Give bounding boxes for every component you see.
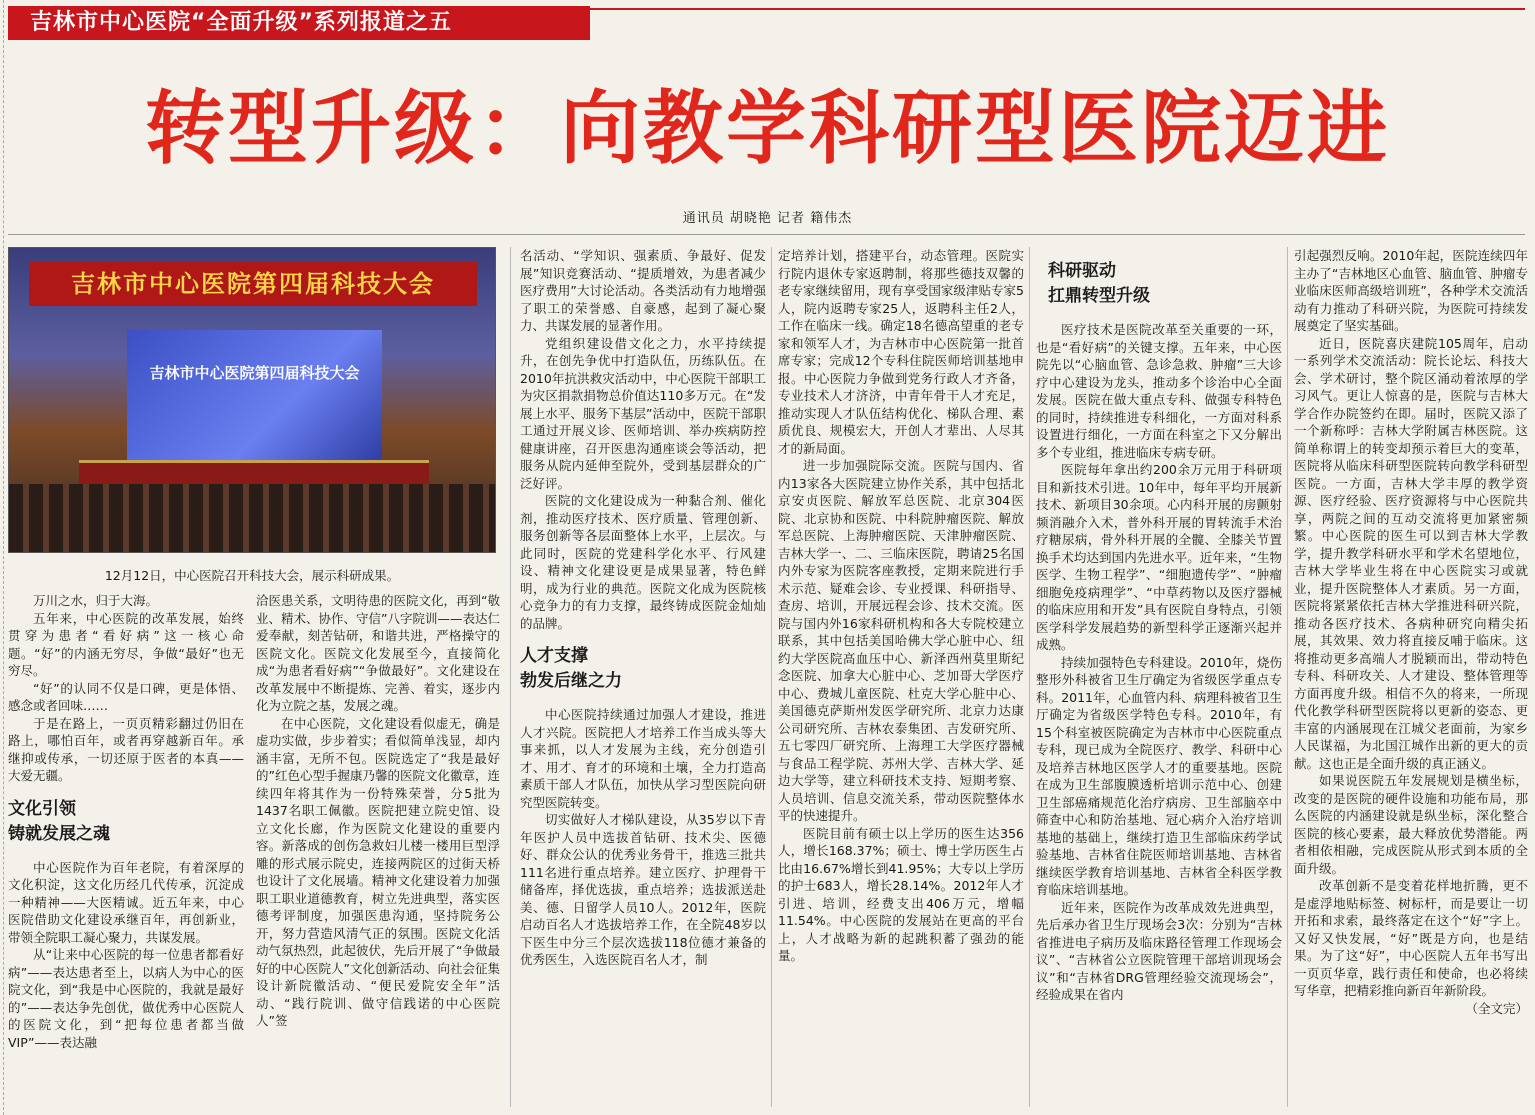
photo-screen: 吉林市中心医院第四届科技大会	[127, 330, 382, 470]
section-subhead	[520, 644, 766, 694]
paragraph: 改革创新不是变着花样地折腾，更不是虚浮地贴标签、树标杆，而是要让一切开拓和求索，最终落定在这个“好”字上。又好又快发展，“好”既是方向，也是结果。为了这“好”，中心医院人五年书写出一页页华章，践行责任和使命，也必将续写华章，把精彩推向新百年新阶段。	[1294, 878, 1528, 998]
paragraph: 于是在路上，一页页精彩翻过仍旧在路上，哪怕百年，或者再穿越新百年。承继抑或传承，一切还原于医者的本真——大爱无疆。	[8, 715, 244, 783]
paragraph: 洽医患关系，文明待患的医院文化，再到“敬业、精术、协作、守信”八字院训——表达仁爱奉献，刻苦钻研，和谐共进，严格操守的医院文化。医院文化发展至今，直接简化成“为患者看好病”“争做最好”。文化建设在改革发展中不断提炼、完善、着实，逐步内化为立院之基，发展之魂。	[256, 593, 500, 713]
paragraph: 近年来，医院作为改革成效先进典型，先后承办省卫生厅现场会3次：分别为“吉林省推进电子病历及临床路径管理工作现场会议”、“吉林省公立医院管理干部培训现场会议”和“吉林省DRG管理经验交流现场会”，经验成果在省内	[1036, 899, 1282, 1002]
paragraph: 名活动、“学知识、强素质、争最好、促发展”知识竞赛活动、“提质增效，为患者减少医疗费用”大讨论活动。各类活动有力地增强了职工的荣誉感、自豪感，起到了凝心聚力、共谋发展的显著作用。	[520, 248, 766, 333]
subhead-line: 文化引领	[8, 798, 76, 819]
paragraph: 中心医院作为百年老院，有着深厚的文化积淀，这文化历经几代传承，沉淀成一种精神——大医精诚。近五年来，中心医院借助文化建设承继百年，再创新业，带领全院职工凝心聚力，共谋发展。	[8, 859, 244, 945]
paragraph: 医院每年拿出约200余万元用于科研项目和新技术引进。10年中，每年平均开展新技术、新项目30余项。心内科开展的房颤射频消融介入术，普外科开展的胃转流手术治疗糖尿病，骨外科开展的全髋、全膝关节置换手术均达到国内先进水平。近年来，“生物医学、生物工程学”、“细胞遗传学”、“肿瘤细胞免疫病理学”、“中草药物以及医疗器械的临床应用和开发”具有医院自身特点，引领医学科学发展趋势的新型科学正逐渐兴起并成熟。	[1036, 462, 1282, 652]
paragraph: 在中心医院，文化建设看似虚无，确是虚功实做，步步着实；看似简单浅显，却内涵丰富，无所不包。医院选定了“我是最好的”红色心型手握康乃馨的医院文化徽章，连续四年将其作为一份特殊荣誉，分5批为1437名职工佩徽。医院把建立院史馆、设立文化长廊，作为医院文化建设的重要内容。新落成的创伤急救妇儿楼一楼用巨型浮雕的形式展示院史，连接两院区的过街天桥也设计了文化展墙。精神文化建设着力加强职工职业道德教育，树立先进典型，落实医德考评制度，加强医患沟通，坚持院务公开，努力营造风清气正的氛围。医院文化活动气氛热烈，此起彼伏，先后开展了“争做最好的中心医院人”文化创新活动、向社会征集设计新院徽活动、“便民爱院安全年”活动、“践行院训、做守信践诺的中心医院人”签	[256, 715, 500, 1028]
subhead-line: 勃发后继之力	[520, 671, 622, 691]
paragraph: 引起强烈反响。2010年起，医院连续四年主办了“吉林地区心血管、脑血管、肿瘤专业临床医师高级培训班”，各种学术交流活动有力推动了科研兴院，为医院可持续发展奠定了坚实基础。	[1294, 248, 1528, 333]
paragraph: 党组织建设借文化之力，水平持续提升，在创先争优中打造队伍，历练队伍。在2010年抗洪救灾活动中，中心医院干部职工为灾区捐款捐物总价值达110多万元。在“发展上水平、服务下基层”活动中，医院干部职工通过开展义诊、医师培训、举办疾病防控健康讲座，召开医患沟通座谈会等活动，把服务从院内延伸至院外，受到基层群众的广泛好评。	[520, 335, 766, 491]
paragraph: “好”的认同不仅是口碑，更是体悟、感念或者回味……	[8, 680, 244, 713]
article-column-1	[8, 592, 244, 1107]
subhead-line: 人才支撑	[520, 646, 588, 666]
paragraph: 定培养计划，搭建平台，动态管理。医院实行院内退休专家返聘制，将那些德技双馨的老专家继续留用，现有享受国家级津贴专家5人，院内返聘专家25人，返聘科主任2人，工作在临床一线。确定18名德高望重的老专家和领军人才，为吉林市中心医院第一批首席专家；完成12个专科住院医师培训基地申报。中心医院力争做到党务行政人才齐备，专业技术人才济济，中青年骨干人才充足，推动实现人才队伍结构优化、梯队合理、素质优良、规模宏大，开创人才辈出、人尽其才的新局面。	[778, 248, 1024, 456]
section-subhead	[1048, 259, 1282, 309]
subhead-line: 铸就发展之魂	[8, 823, 110, 844]
paragraph: 五年来，中心医院的改革发展，始终贯穿为患者“看好病”这一核心命题。“好”的内涵无穷尽，争做“最好”也无穷尽。	[8, 610, 244, 678]
byline: 通讯员 胡晓艳 记者 籍伟杰	[682, 211, 853, 226]
paragraph: 如果说医院五年发展规划是横坐标，改变的是医院的硬件设施和功能布局，那么医院的内涵建设就是纵坐标，深化整合医院的核心要素，最大释放优势潜能。两者相依相融，完成医院从形式到本质的全面升级。	[1294, 773, 1528, 876]
divider-rule	[8, 234, 1525, 235]
article-column-2	[256, 592, 500, 1107]
column-rule	[1029, 247, 1030, 1107]
column-rule	[771, 247, 772, 1107]
photo-audience	[9, 484, 496, 553]
article-column-5	[1036, 247, 1282, 1107]
column-rule	[1287, 247, 1288, 1107]
paragraph: 医院目前有硕士以上学历的医生达356人，增长168.37%；硕士、博士学历医生占比由16.67%增长到41.95%；大专以上学历的护士683人，增长28.14%。2012年人才引进、培训，经费支出406万元，增幅11.54%。中心医院的发展站在更高的平台上，人才战略为新的起跳积蓄了强劲的能量。	[778, 825, 1024, 963]
series-title: 吉林市中心医院“全面升级”系列报道之五	[8, 6, 590, 40]
photo-caption: 12月12日，中心医院召开科技大会，展示科研成果。	[104, 568, 400, 583]
subhead-line: 扛鼎转型升级	[1048, 286, 1150, 306]
paragraph: 医院的文化建设成为一种黏合剂、催化剂，推动医疗技术、医疗质量、管理创新、服务创新等各层面整体上水平，上层次。与此同时，医院的党建科学化水平、行风建设、精神文化建设更是成果显著，特色鲜明，成为行业的典范。医院文化成为医院核心竞争力的有力支撑，最终铸成医院金灿灿的品牌。	[520, 493, 766, 631]
photo-stage	[79, 460, 429, 484]
section-subhead	[8, 797, 244, 847]
column-rule	[510, 247, 511, 1107]
paragraph: 从“让来中心医院的每一位患者都看好病”——表达患者至上，以病人为中心的医院文化，到“我是中心医院的，我就是最好的”——表达争先创优，做优秀中心医院人的医院文化，到“把每位患者都当做VIP”——表达融	[8, 947, 244, 1050]
headline: 转型升级：向教学科研型医院迈进	[145, 81, 1390, 175]
article-column-6	[1294, 247, 1528, 1107]
conference-photo	[8, 247, 496, 553]
subhead-line: 科研驱动	[1048, 261, 1116, 281]
paragraph: 切实做好人才梯队建设，从35岁以下青年医护人员中选拔首钻研、技术尖、医德好、群众公认的优秀业务骨干，推选三批共111名进行重点培养。建立医疗、护理骨干储备库，择优选拔，重点培养；选拔派送赴美、德、日留学人员10人。2012年，医院启动百名人才选拔培养工作，在全院48岁以下医生中分三个层次选拔118位德才兼备的优秀医生，入选医院百名人才，制	[520, 812, 766, 967]
article-column-4	[778, 247, 1024, 1107]
paragraph: 进一步加强院际交流。医院与国内、省内13家各大医院建立协作关系，其中包括北京安贞医院、解放军总医院、北京304医院、北京协和医院、中科院肿瘤医院、解放军总医院、上海肿瘤医院、天津肿瘤医院、吉林大学一、二、三临床医院，聘请25名国内外专家为医院客座教授，定期来院进行手术示范、疑难会诊、专业授课、科研指导、查房、培训，开展远程会诊、技术交流。医院与国内外16家科研机构和各大专院校建立联系，其中包括美国哈佛大学心脏中心、纽约大学医院高血压中心、新泽西州莫里斯纪念医院、加拿大心脏中心、芝加哥大学医疗中心、费城儿童医院、杜克大学心脏中心、美国德克萨斯州发医学研究所、北京力达康公司研究所、吉林农泰集团、吉发研究所、五七零四厂研究所、上海理工大学医疗器械与食品工程学院、苏州大学、吉林大学、延边大学等，建立科研技术支持、短期考察、人员培训、信息交流关系，带动医院整体水平的快速提升。	[778, 458, 1024, 823]
paragraph: 万川之水，归于大海。	[33, 593, 159, 608]
paragraph: 近日，医院喜庆建院105周年，启动一系列学术交流活动：院长论坛、科技大会、学术研讨，整个院区涌动着浓厚的学习风气。更让人惊喜的是，医院与吉林大学合作办院签约在即。届时，医院又添了一个新称呼：吉林大学附属吉林医院。这简单称谓上的转变却预示着巨大的变革，医院将从临床科研型医院转向教学科研型医院。一方面，吉林大学丰厚的教学资源、医疗经验、医疗资源将与中心医院共享，两院之间的互动交流将更加紧密频繁。中心医院的医生可以到吉林大学教学，提升教学科研水平和学术名望地位，吉林大学毕业生将在中心医院实习或就业，提升医院整体人才素质。另一方面，医院将紧紧依托吉林大学推进科研兴院，推动各医疗技术、各病种研究向精尖拓展，其效果、效力将直接反哺于临床。这将推动更多高端人才脱颖而出，带动特色专科、科研攻关、人才建设、整体管理等方面再度升级。相信不久的将来，一所现代化教学科研型医院将以更新的姿态、更丰富的内涵展现在江城父老面前，为家乡人民谋福，为北国江城作出新的更大的贡献。这也正是全面升级的真正涵义。	[1294, 335, 1528, 771]
article-column-3	[520, 247, 766, 1107]
paragraph: 持续加强特色专科建设。2010年，烧伤整形外科被省卫生厅确定为省级医学重点专科。2011年，心血管内科、病理科被省卫生厅确定为省级医学特色专科。2010年，有15个科室被医院确定为吉林市中心医院重点专科，现已成为全院医疗、教学、科研中心及培养吉林地区医学人才的重要基地。医院在成为卫生部腹膜透析培训示范中心、创建卫生部癌痛规范化治疗病房、卫生部脑卒中筛查中心和防治基地、冠心病介入治疗培训基地的基础上，继续打造卫生部临床药学试验基地、吉林省住院医师培训基地、吉林省继续医学教育培训基地、吉林省全科医学教育临床培训基地。	[1036, 654, 1282, 897]
end-note: （全文完）	[1465, 1000, 1528, 1016]
photo-banner: 吉林市中心医院第四届科技大会	[29, 262, 477, 306]
top-rule	[590, 8, 1525, 10]
paragraph: 医疗技术是医院改革至关重要的一环，也是“看好病”的关键支撑。五年来，中心医院先以“心脑血管、急诊急救、肿瘤”三大诊疗中心建设为龙头，推动多个诊治中心全面发展。医院在做大重点专科、做强专科特色的同时，持续推进专科细化，一方面对科系设置进行细化，一方面在科室之下又分解出多个专业组，推进临床专病专研。	[1036, 322, 1282, 460]
paragraph: 中心医院持续通过加强人才建设，推进人才兴院。医院把人才培养工作当成头等大事来抓，以人才发展为主线，充分创造引才、用才、育才的环境和土壤，全力打造高素质干部人才队伍，加快从学习型医院向研究型医院转变。	[520, 707, 766, 810]
